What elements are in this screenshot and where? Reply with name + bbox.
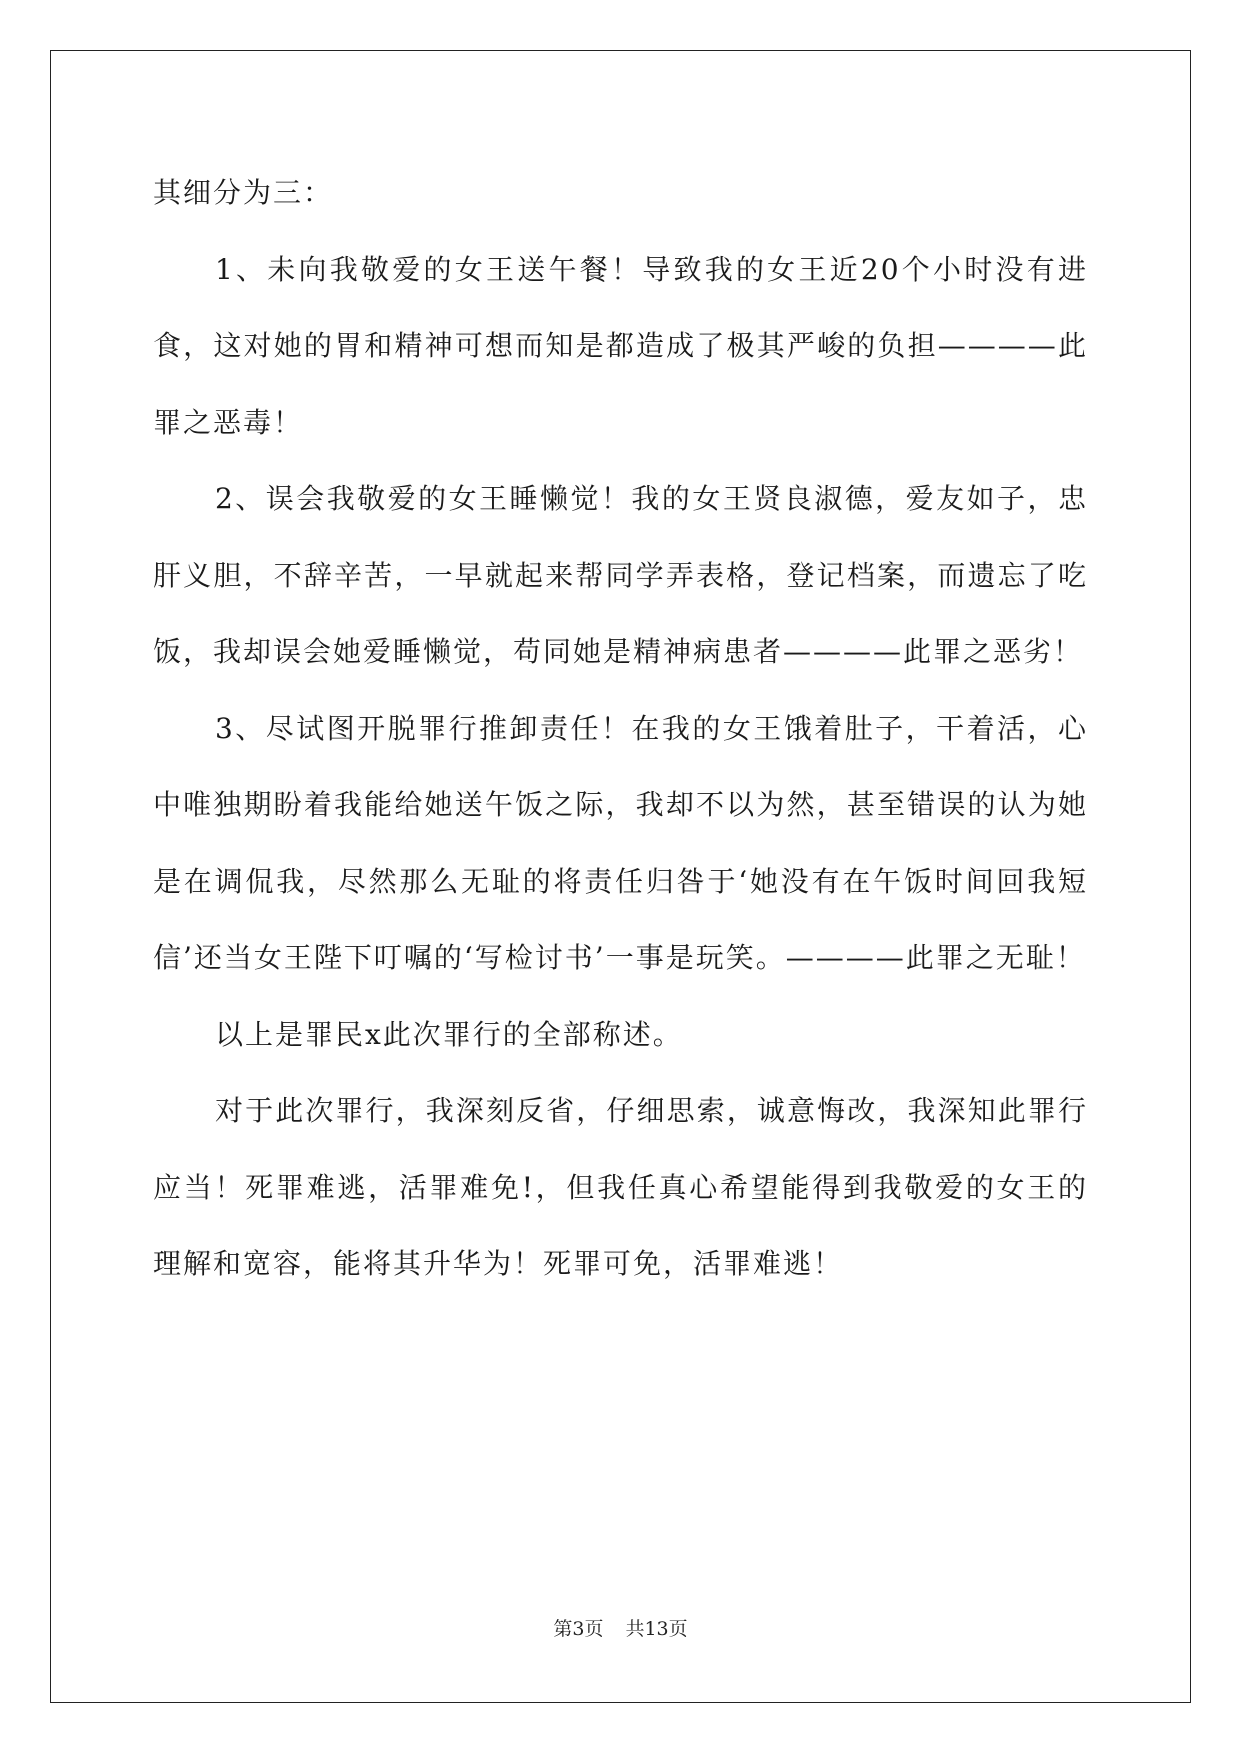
paragraph-summary: 以上是罪民x此次罪行的全部称述。: [215, 1017, 683, 1051]
paragraph-item-1: 1、未向我敬爱的女王送午餐！导致我的女王近20个小时没有进食，这对她的胃和精神可想而知是都造成了极其严峻的负担————此罪之恶毒！: [153, 252, 1088, 439]
document-body: [153, 155, 1088, 1303]
paragraph-item-2: 2、误会我敬爱的女王睡懒觉！我的女王贤良淑德，爱友如子，忠肝义胆，不辞辛苦，一早就起来帮同学弄表格，登记档案，而遗忘了吃饭，我却误会她爱睡懒觉，苟同她是精神病患者————此罪之恶劣！: [153, 482, 1088, 668]
page-total: 共13页: [625, 1618, 688, 1640]
paragraph-item-3: 3、尽试图开脱罪行推卸责任！在我的女王饿着肚子，干着活，心中唯独期盼着我能给她送午饭之际，我却不以为然，甚至错误的认为她是在调侃我，尽然那么无耻的将责任归咎于‘她没有在午饭时间回我短信’还当女王陛下叮嘱的‘写检讨书’一事是玩笑。————此罪之无耻！: [153, 711, 1088, 974]
page-number: 第3页: [553, 1618, 604, 1640]
paragraph-conclusion: 对于此次罪行，我深刻反省，仔细思索，诚意悔改，我深知此罪行应当！死罪难逃，活罪难免!，但我任真心希望能得到我敬爱的女王的理解和宽容，能将其升华为！死罪可免，活罪难逃！: [153, 1094, 1088, 1280]
page-footer: [0, 1617, 1241, 1641]
paragraph-intro: 其细分为三：: [153, 176, 334, 209]
